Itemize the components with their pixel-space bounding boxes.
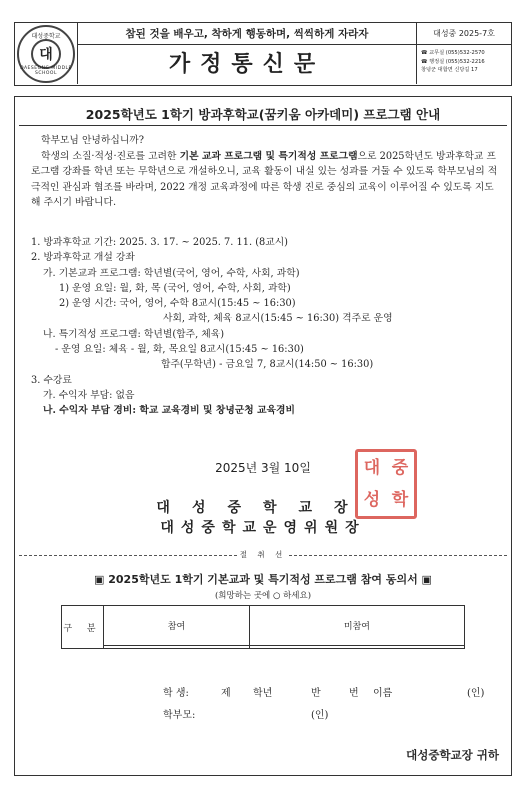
column-participate: 참여 [104,606,250,646]
participate-choice-cell[interactable] [104,646,250,649]
cut-line-label: 절 취 선 [239,550,287,559]
contact-info [417,45,511,75]
intro-text-before: 학생의 소질·적성·진로를 고려한 [41,150,180,162]
list-item: 1. 방과후학교 기간: 2025. 3. 17. ~ 2025. 7. 11. (8교시) [31,237,288,248]
issue-number: 대성중 2025-7호 [417,23,511,45]
header-right [417,23,511,84]
contact-line: ☎ 교무실 (055)532-2570 [421,50,485,56]
consent-table [61,605,465,649]
contact-line: ☎ 행정실 (055)532-2216 [421,58,485,65]
student-label: 학 생: [163,688,189,699]
program-details [31,235,501,419]
addressee: 대성중학교장 귀하 [406,748,499,762]
cut-line [19,549,507,561]
list-item: 2) 운영 시간: 국어, 영어, 수학 8교시(15:45 ~ 16:30) [59,298,296,310]
document-body [14,96,512,776]
student-seal: (인) [467,688,485,699]
column-not-participate: 미참여 [249,606,464,646]
newsletter-header [14,22,512,86]
student-row [163,683,493,705]
list-item: 나. 특기적성 프로그램: 학년별(합주, 체육) [43,328,225,340]
class-unit[interactable]: 반 [311,688,321,699]
intro-paragraph [31,149,501,211]
table-header-row [62,606,465,646]
intro-text-after: 으로 2025학년도 방과후학교 프로그램 강좌를 학년 또는 무학년으로 개설하오니, 교육 활동이 내실 있는 성과를 거둘 수 있도록 학부모님의 적극적인 관심과 협조를 바라며, 2022 개정 교육과정에 따른 학생 진로 중심의 교육이 이루어질 수 있도록 지도해 주시기 바랍니다. [31,150,498,208]
newsletter-title: 가정통신문 [168,51,326,77]
stamp-char: 중 [391,458,409,478]
number-unit[interactable]: 번 [349,688,359,699]
consent-hint: (희망하는 곳에 ○ 하세요) [214,591,312,601]
consent-form-title: ▣ 2025학년도 1학기 기본교과 및 특기적성 프로그램 참여 동의서 ▣ [94,573,432,586]
document-title: 2025학년도 1학기 방과후학교(꿈키움 아카데미) 프로그램 안내 [85,107,441,122]
school-motto: 참된 것을 배우고, 착하게 행동하며, 씩씩하게 자라자 [78,23,416,45]
list-item: 2. 방과후학교 개설 강좌 [31,252,135,264]
stamp-char: 성 [363,490,381,510]
cut-dash-right [289,555,507,556]
list-item: 가. 기본교과 프로그램: 학년별(국어, 영어, 수학, 사회, 과학) [43,267,300,279]
stamp-char: 대 [363,458,381,478]
school-seal-logo [17,25,75,83]
issue-date: 2025년 3월 10일 [215,461,311,475]
grade-unit[interactable]: 학년 [253,688,273,699]
seal-mark: 대 [31,39,61,69]
signature-fields [163,683,493,727]
list-item: 합주(무학년) - 금요일 7, 8교시(14:50 ~ 16:30) [161,359,374,371]
list-item: 사회, 과학, 체육 8교시(15:45 ~ 16:30) 격주로 운영 [163,313,393,325]
intro-section [31,133,501,211]
list-item: 3. 수강료 [31,374,72,386]
parent-seal: (인) [311,710,329,721]
header-center [77,23,417,84]
name-label[interactable]: 이름 [373,688,393,699]
newsletter-page [14,14,512,776]
list-item: 나. 수익자 부담 경비: 학교 교육경비 및 창녕군청 교육경비 [43,405,295,417]
grade-label: 제 [221,688,231,699]
seal-text-bottom: DAESEONG MIDDLE SCHOOL [20,66,72,76]
list-item: 가. 수익자 부담: 없음 [43,389,135,401]
table-row-label: 구 분 [62,606,104,649]
title-divider [19,125,507,126]
list-item: - 운영 요일: 체육 - 월, 화, 목요일 8교시(15:45 ~ 16:30) [55,344,304,356]
stamp-char: 학 [391,490,409,510]
intro-text-bold: 기본 교과 프로그램 및 특기적성 프로그램 [179,150,358,162]
seal-text-top: 대성중학교 [31,33,61,40]
list-item: 1) 운영 요일: 월, 화, 목 (국어, 영어, 수학, 사회, 과학) [59,282,291,294]
signer-committee: 대성중학교운영위원장 [160,520,366,536]
parent-label[interactable]: 학부모: [163,710,196,721]
contact-line: 창녕군 대합면 신당길 17 [421,67,478,73]
not-participate-choice-cell[interactable] [249,646,464,649]
signer-principal: 대성중학교장 [156,500,370,516]
parent-row [163,705,493,727]
table-row [62,646,465,649]
greeting: 학부모님 안녕하십니까? [41,135,145,146]
